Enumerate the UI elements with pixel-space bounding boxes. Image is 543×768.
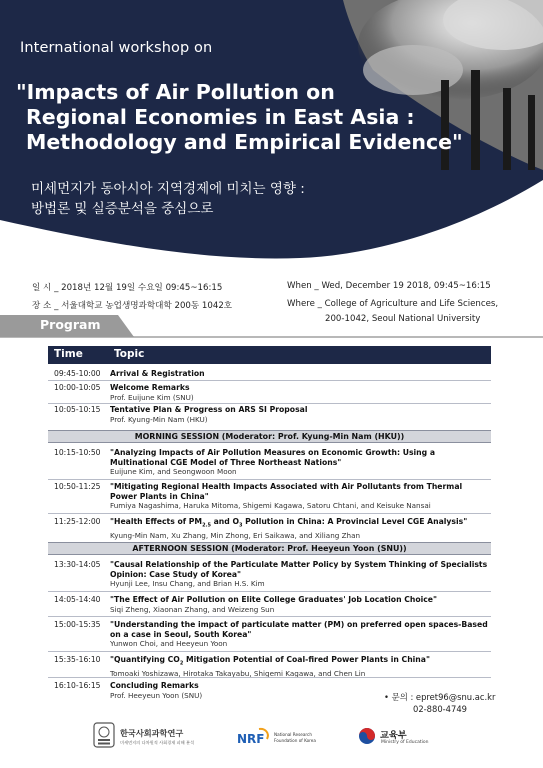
row-divider	[48, 403, 491, 404]
row-time: 10:00-10:05	[54, 383, 101, 392]
program-label: Program	[40, 317, 101, 332]
contact-phone: 02-880-4749	[413, 704, 467, 714]
nrf-logo-subtext	[274, 732, 316, 743]
row-speaker: Prof. Heeyeun Yoon (SNU)	[110, 690, 203, 700]
english-event-info	[287, 279, 498, 327]
title-line-1: "Impacts of Air Pollution on	[16, 80, 335, 104]
title-part-2: and O	[210, 517, 239, 526]
row-title: Arrival & Registration	[110, 369, 205, 378]
korean-date: 일 시 _ 2018년 12월 19일 수요일 09:45~16:15	[32, 283, 223, 293]
row-time: 11:25-12:00	[54, 517, 101, 526]
row-title-line-2: Opinion: Case Study of Korea"	[110, 569, 242, 579]
taegeuk-emblem-icon	[358, 727, 376, 745]
row-title-line-1: "Mitigating Regional Health Impacts Associated with Air Pollutants from Thermal	[110, 482, 463, 491]
row-authors: Tomoaki Yoshizawa, Hirotaka Takayabu, Shigemi Kagawa, and Chen Lin	[110, 669, 366, 679]
nrf-logo	[237, 726, 271, 748]
row-divider	[48, 616, 491, 617]
english-where-2: 200-1042, Seoul National University	[325, 314, 481, 324]
korean-place: 장 소 _ 서울대학교 농업생명과학대학 200동 1042호	[32, 301, 233, 311]
row-authors: Hyunji Lee, Insu Chang, and Brian H.S. Kim	[110, 579, 265, 589]
row-time: 15:35-16:10	[54, 655, 101, 664]
title-line-2: Regional Economies in East Asia :	[26, 105, 415, 129]
row-title-line-1: "Causal Relationship of the Particulate Matter Policy by System Thinking of Specialists	[110, 560, 488, 569]
row-title-line-1: "Understanding the impact of particulate matter (PM) on preferred open spaces-Based	[110, 620, 488, 629]
row-title-line-2: on a case in Seoul, South Korea"	[110, 629, 252, 639]
header-banner	[0, 0, 543, 262]
morning-session-bar: MORNING SESSION (Moderator: Prof. Kyung-Min Nam (HKU))	[48, 430, 491, 443]
nrf-sub-line-2: Foundation of Korea	[274, 737, 316, 743]
korean-event-info	[32, 279, 232, 315]
kssrc-logo-text: 한국사회과학연구	[120, 728, 184, 738]
nrf-sub-line-1: National Research	[274, 732, 312, 737]
row-speaker: Prof. Kyung-Min Nam (HKU)	[110, 414, 208, 424]
row-title-line-2: Multinational CGE Model of Three Northeast Nations"	[110, 457, 342, 467]
english-where-1: Where _ College of Agriculture and Life Sciences,	[287, 299, 499, 309]
korean-title	[31, 179, 305, 219]
row-divider	[48, 479, 491, 480]
o3-subscript: 3	[238, 522, 243, 529]
title-part-3: Pollution in China: A Provincial Level CGE Analysis"	[242, 517, 468, 526]
kssrc-seal-logo	[93, 722, 115, 748]
row-time: 10:50-11:25	[54, 482, 101, 491]
program-table-header	[48, 346, 491, 364]
english-when: When _ Wed, December 19 2018, 09:45~16:15	[287, 281, 491, 291]
row-authors: Fumiya Nagashima, Haruka Mitoma, Shigemi Kagawa, Satoru Chtani, and Keisuke Nansai	[110, 501, 431, 511]
row-divider	[48, 651, 491, 652]
afternoon-session-bar: AFTERNOON SESSION (Moderator: Prof. Heeyeun Yoon (SNU))	[48, 542, 491, 555]
row-time: 13:30-14:05	[54, 560, 101, 569]
contact-email: • 문의 : epret96@snu.ac.kr	[384, 692, 496, 702]
row-divider	[48, 591, 491, 592]
row-divider	[48, 380, 491, 381]
row-title: "The Effect of Air Pollution on Elite College Graduates' Job Location Choice"	[110, 595, 438, 604]
row-title: Tentative Plan & Progress on ARS SI Proposal	[110, 405, 308, 414]
row-authors: Kyung-Min Nam, Xu Zhang, Min Zhong, Eri Saikawa, and Xiliang Zhan	[110, 531, 361, 541]
row-speaker: Prof. Euijune Kim (SNU)	[110, 392, 194, 402]
row-title: Welcome Remarks	[110, 383, 190, 392]
korean-title-line-2: 방법론 및 실증분석을 중심으로	[31, 201, 214, 217]
row-title	[110, 655, 488, 669]
nrf-logo-text: NRF	[237, 732, 265, 746]
row-time: 14:05-14:40	[54, 595, 101, 604]
row-authors: Siqi Zheng, Xiaonan Zhang, and Weizeng Sun	[110, 604, 275, 614]
col-topic-header: Topic	[114, 348, 145, 360]
row-time: 10:05-10:15	[54, 405, 101, 414]
row-title: Concluding Remarks	[110, 681, 199, 690]
co2-subscript: 2	[179, 660, 184, 667]
row-time: 09:45-10:00	[54, 369, 101, 378]
moe-logo-subtext: Ministry of Education	[381, 740, 429, 745]
row-title	[110, 517, 488, 531]
row-title-line-2: Power Plants in China"	[110, 491, 209, 501]
row-title-line-1: "Analyzing Impacts of Air Pollution Measures on Economic Growth: Using a	[110, 448, 436, 457]
row-authors: Euijune Kim, and Seongwoon Moon	[110, 467, 237, 477]
title-part-1: "Health Effects of PM	[110, 517, 203, 526]
row-time: 16:10-16:15	[54, 681, 101, 690]
kssrc-logo-subtext: 미세먼지의 다차원적 사회경제 피해 분석	[120, 740, 195, 745]
row-divider	[48, 513, 491, 514]
workshop-title	[16, 80, 516, 155]
workshop-subtitle: International workshop on	[20, 40, 213, 56]
title-part-2: Mitigation Potential of Coal-fired Power Plants in China"	[183, 655, 430, 664]
contact-info	[384, 691, 495, 715]
korean-title-line-1: 미세먼지가 동아시아 지역경제에 미치는 영향 :	[31, 181, 305, 197]
title-part-1: "Quantifying CO	[110, 655, 180, 664]
title-line-3: Methodology and Empirical Evidence"	[26, 130, 463, 154]
col-time-header: Time	[54, 348, 83, 360]
row-authors: Yunwon Choi, and Heeyeun Yoon	[110, 639, 228, 649]
row-divider	[48, 677, 491, 678]
row-time: 15:00-15:35	[54, 620, 101, 629]
row-time: 10:15-10:50	[54, 448, 101, 457]
moe-logo-text: 교육부	[380, 730, 407, 741]
pm-subscript: 2.5	[202, 522, 211, 529]
